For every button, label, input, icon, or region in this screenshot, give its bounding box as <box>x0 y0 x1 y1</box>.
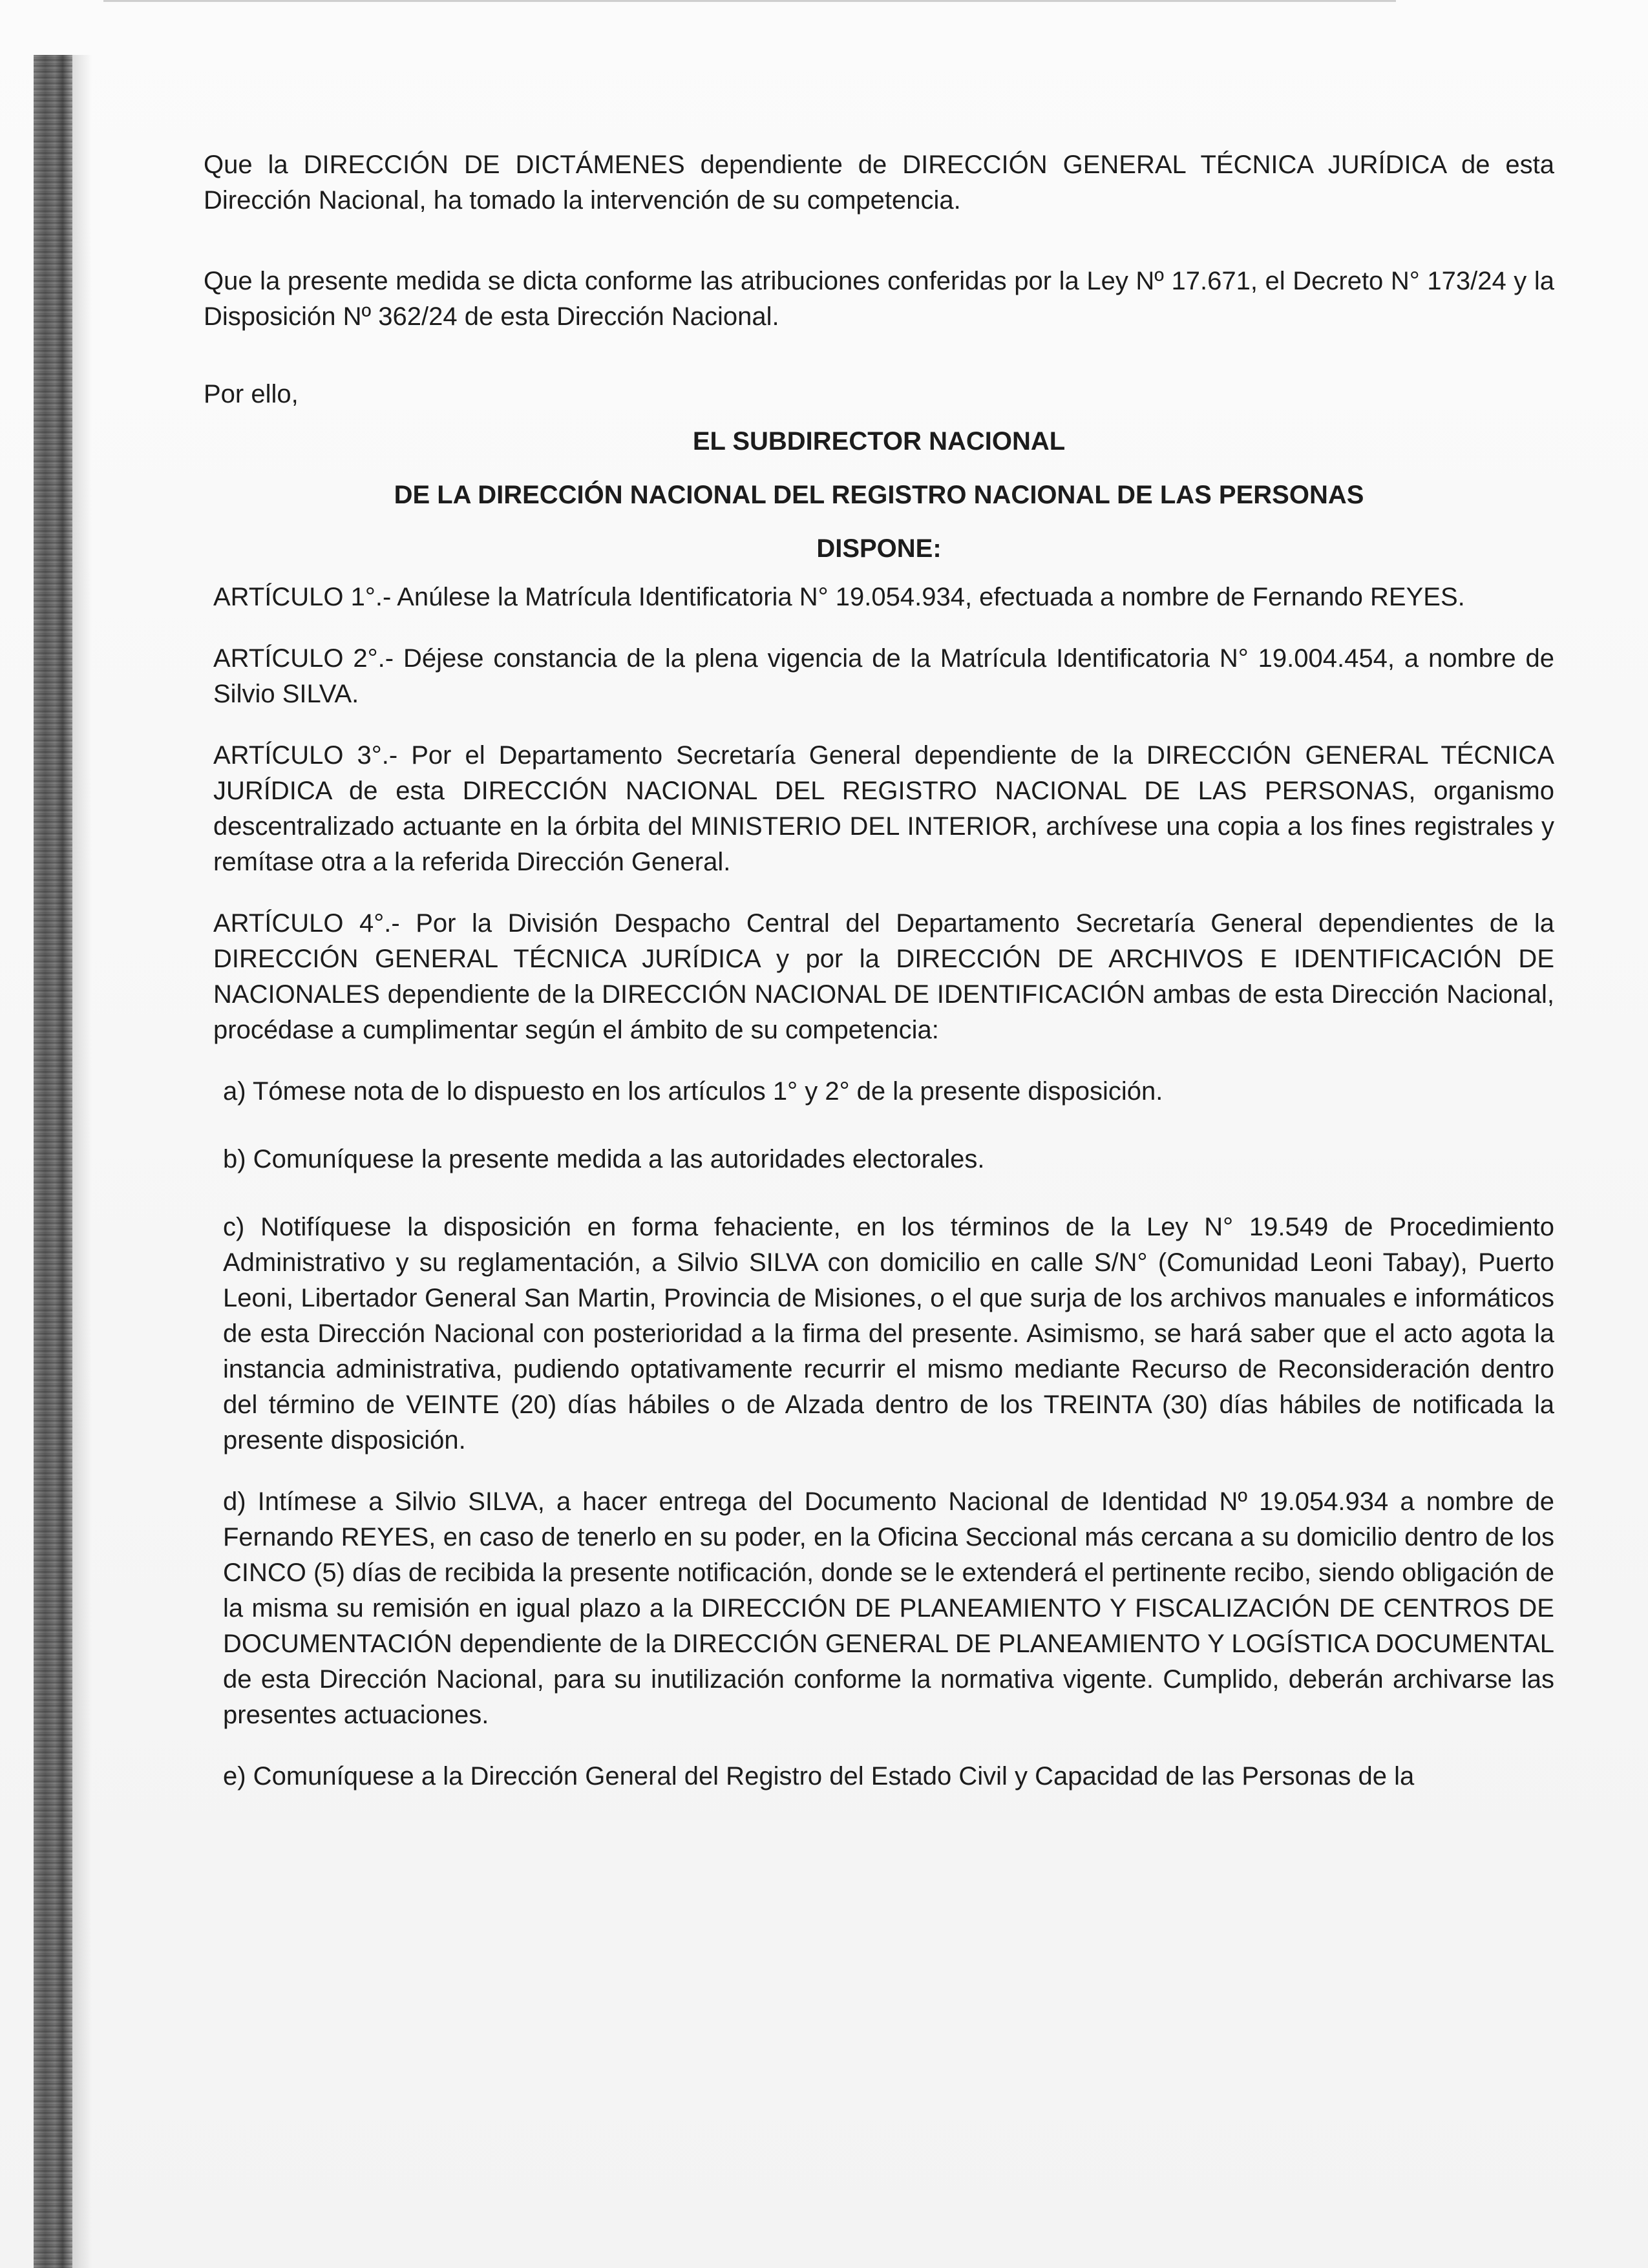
heading-dispone: DISPONE: <box>816 534 942 563</box>
item-c: c) Notifíquese la disposición en forma fehaciente, en los términos de la Ley N° 19.549 de Procedimiento Administrativo y su reglamentación, a Silvio SILVA con domicilio en calle S/N° (Comunidad Leoni Tabay), Puerto Leoni, Libertador General San Martin, Provincia de Misiones, o el que surja de los archivos manuales e informáticos de esta Dirección Nacional con posterioridad a la firma del presente. Asimismo, se hará saber que el acto agota la instancia administrativa, pudiendo optativamente recurrir el mismo mediante Recurso de Reconsideración dentro del término de VEINTE (20) días hábiles o de Alzada dentro de los TREINTA (30) días hábiles de notificada la presente disposición. <box>223 1213 1554 1454</box>
article-3: ARTÍCULO 3°.- Por el Departamento Secretaría General dependiente de la DIRECCIÓN GENERAL TÉCNICA JURÍDICA de esta DIRECCIÓN NACIONAL DEL REGISTRO NACIONAL DE LAS PERSONAS, organismo descentralizado actuante en la órbita del MINISTERIO DEL INTERIOR, archívese una copia a los fines registrales y remítase otra a la referida Dirección General. <box>213 741 1554 876</box>
item-b: b) Comuníquese la presente medida a las autoridades electorales. <box>223 1145 985 1173</box>
item-d: d) Intímese a Silvio SILVA, a hacer entrega del Documento Nacional de Identidad Nº 19.054.934 a nombre de Fernando REYES, en caso de tenerlo en su poder, en la Oficina Seccional más cercana a su domicilio dentro de los CINCO (5) días de recibida la presente notificación, donde se le extenderá el pertinente recibo, siendo obligación de la misma su remisión en igual plazo a la DIRECCIÓN DE PLANEAMIENTO Y FISCALIZACIÓN DE CENTROS DE DOCUMENTACIÓN dependiente de la DIRECCIÓN GENERAL DE PLANEAMIENTO Y LOGÍSTICA DOCUMENTAL de esta Dirección Nacional, para su inutilización conforme la normativa vigente. Cumplido, deberán archivarse las presentes actuaciones. <box>223 1487 1554 1729</box>
paragraph-atribuciones: Que la presente medida se dicta conforme las atribuciones conferidas por la Ley Nº 17.671, el Decreto N° 173/24 y la Disposición Nº 362/24 de esta Dirección Nacional. <box>204 267 1554 331</box>
document-body <box>204 147 1554 1794</box>
item-e: e) Comuníquese a la Dirección General del Registro del Estado Civil y Capacidad de las Personas de la <box>223 1762 1415 1790</box>
heading-direccion-nacional: DE LA DIRECCIÓN NACIONAL DEL REGISTRO NACIONAL DE LAS PERSONAS <box>394 481 1364 509</box>
heading-subdirector: EL SUBDIRECTOR NACIONAL <box>692 427 1066 456</box>
article-4: ARTÍCULO 4°.- Por la División Despacho Central del Departamento Secretaría General dependientes de la DIRECCIÓN GENERAL TÉCNICA JURÍDICA y por la DIRECCIÓN DE ARCHIVOS E IDENTIFICACIÓN DE NACIONALES dependiente de la DIRECCIÓN NACIONAL DE IDENTIFICACIÓN ambas de esta Dirección Nacional, procédase a cumplimentar según el ámbito de su competencia: <box>213 909 1554 1044</box>
scan-left-shadow-fade <box>72 55 92 2268</box>
paragraph-dictamenes: Que la DIRECCIÓN DE DICTÁMENES dependiente de DIRECCIÓN GENERAL TÉCNICA JURÍDICA de esta Dirección Nacional, ha tomado la intervención de su competencia. <box>204 151 1554 215</box>
scan-top-edge <box>103 0 1396 2</box>
article-1: ARTÍCULO 1°.- Anúlese la Matrícula Identificatoria N° 19.054.934, efectuada a nombre de Fernando REYES. <box>213 583 1465 611</box>
scan-left-shadow <box>34 55 72 2268</box>
article-2: ARTÍCULO 2°.- Déjese constancia de la plena vigencia de la Matrícula Identificatoria N° 19.004.454, a nombre de Silvio SILVA. <box>213 644 1554 708</box>
item-a: a) Tómese nota de lo dispuesto en los artículos 1° y 2° de la presente disposición. <box>223 1077 1163 1106</box>
paragraph-por-ello: Por ello, <box>204 380 299 408</box>
